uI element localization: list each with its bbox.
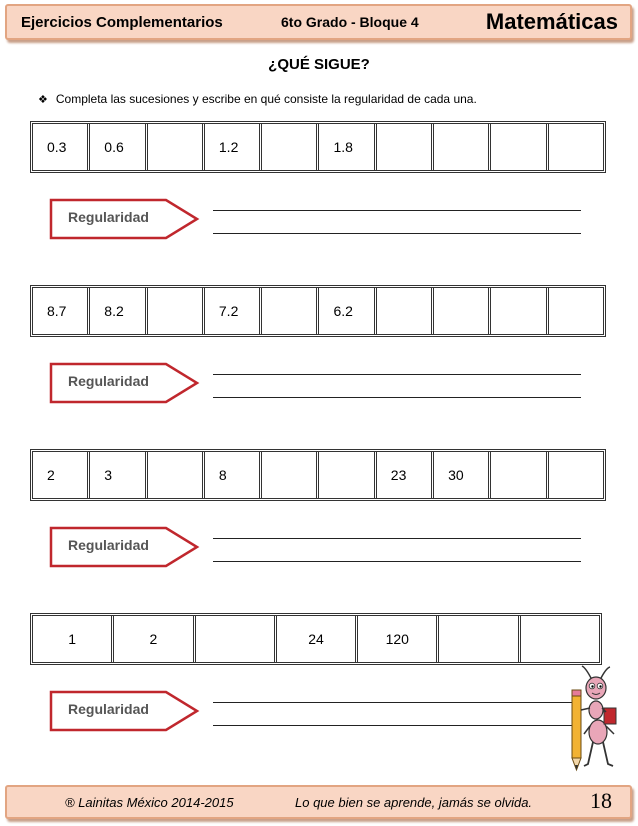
sequence-cell[interactable]: 30 [434, 452, 491, 498]
sequence-row-1 [30, 121, 606, 173]
sequence-cell[interactable]: 2 [114, 616, 195, 662]
sequence-row-2 [30, 285, 606, 337]
sequence-cell[interactable]: 1.2 [205, 124, 262, 170]
sequence-cell[interactable] [549, 452, 603, 498]
sequence-cell[interactable] [439, 616, 520, 662]
answer-line[interactable] [213, 210, 581, 211]
sequence-cell[interactable] [196, 616, 277, 662]
footer-motto: Lo que bien se aprende, jamás se olvida. [295, 795, 533, 810]
sequence-cell[interactable]: 8.2 [90, 288, 147, 334]
sequence-cell[interactable] [549, 124, 603, 170]
sequence-cell[interactable] [434, 124, 491, 170]
sequence-cell[interactable]: 1 [33, 616, 114, 662]
sequence-cell[interactable]: 1.8 [319, 124, 376, 170]
header-subject: Matemáticas [485, 9, 618, 34]
regularidad-label: Regularidad [68, 209, 149, 225]
instruction [38, 92, 477, 106]
sequence-cell[interactable] [262, 124, 319, 170]
sequence-cell[interactable] [377, 288, 434, 334]
answer-line[interactable] [213, 538, 581, 539]
answer-line[interactable] [213, 233, 581, 234]
regularidad-label: Regularidad [68, 537, 149, 553]
instruction-text: Completa las sucesiones y escribe en qué consiste la regularidad de cada una. [55, 92, 477, 106]
sequence-cell[interactable]: 120 [358, 616, 439, 662]
sequence-cell[interactable]: 7.2 [205, 288, 262, 334]
sequence-cell[interactable]: 2 [33, 452, 90, 498]
page-header [5, 4, 632, 40]
sequence-cell[interactable]: 3 [90, 452, 147, 498]
page-number: 18 [590, 788, 612, 813]
header-grade-block: 6to Grado - Bloque 4 [281, 14, 419, 30]
answer-line[interactable] [213, 725, 581, 726]
answer-line[interactable] [213, 374, 581, 375]
header-subject-series: Ejercicios Complementarios [21, 13, 223, 31]
ant-mascot-icon [566, 664, 624, 778]
sequence-cell[interactable] [262, 288, 319, 334]
sequence-cell[interactable]: 8.7 [33, 288, 90, 334]
sequence-cell[interactable]: 23 [377, 452, 434, 498]
sequence-row-3 [30, 449, 606, 501]
answer-line[interactable] [213, 702, 581, 703]
sequence-cell[interactable]: 8 [205, 452, 262, 498]
sequence-cell[interactable] [491, 288, 548, 334]
answer-line[interactable] [213, 397, 581, 398]
sequence-cell[interactable]: 24 [277, 616, 358, 662]
diamond-bullet-icon: ❖ [38, 93, 48, 106]
sequence-row-4 [30, 613, 602, 665]
sequence-cell[interactable] [319, 452, 376, 498]
regularidad-label: Regularidad [68, 701, 149, 717]
page-title: ¿QUÉ SIGUE? [268, 56, 370, 73]
sequence-cell[interactable] [262, 452, 319, 498]
sequence-cell[interactable] [377, 124, 434, 170]
sequence-cell[interactable] [148, 452, 205, 498]
sequence-cell[interactable] [148, 124, 205, 170]
sequence-cell[interactable] [491, 124, 548, 170]
sequence-cell[interactable] [549, 288, 603, 334]
sequence-cell[interactable] [434, 288, 491, 334]
answer-line[interactable] [213, 561, 581, 562]
sequence-cell[interactable]: 0.6 [90, 124, 147, 170]
sequence-cell[interactable] [491, 452, 548, 498]
page-footer [5, 785, 632, 819]
sequence-cell[interactable]: 0.3 [33, 124, 90, 170]
sequence-cell[interactable] [521, 616, 599, 662]
footer-copyright: ® Lainitas México 2014-2015 [65, 795, 234, 810]
regularidad-label: Regularidad [68, 373, 149, 389]
sequence-cell[interactable]: 6.2 [319, 288, 376, 334]
sequence-cell[interactable] [148, 288, 205, 334]
